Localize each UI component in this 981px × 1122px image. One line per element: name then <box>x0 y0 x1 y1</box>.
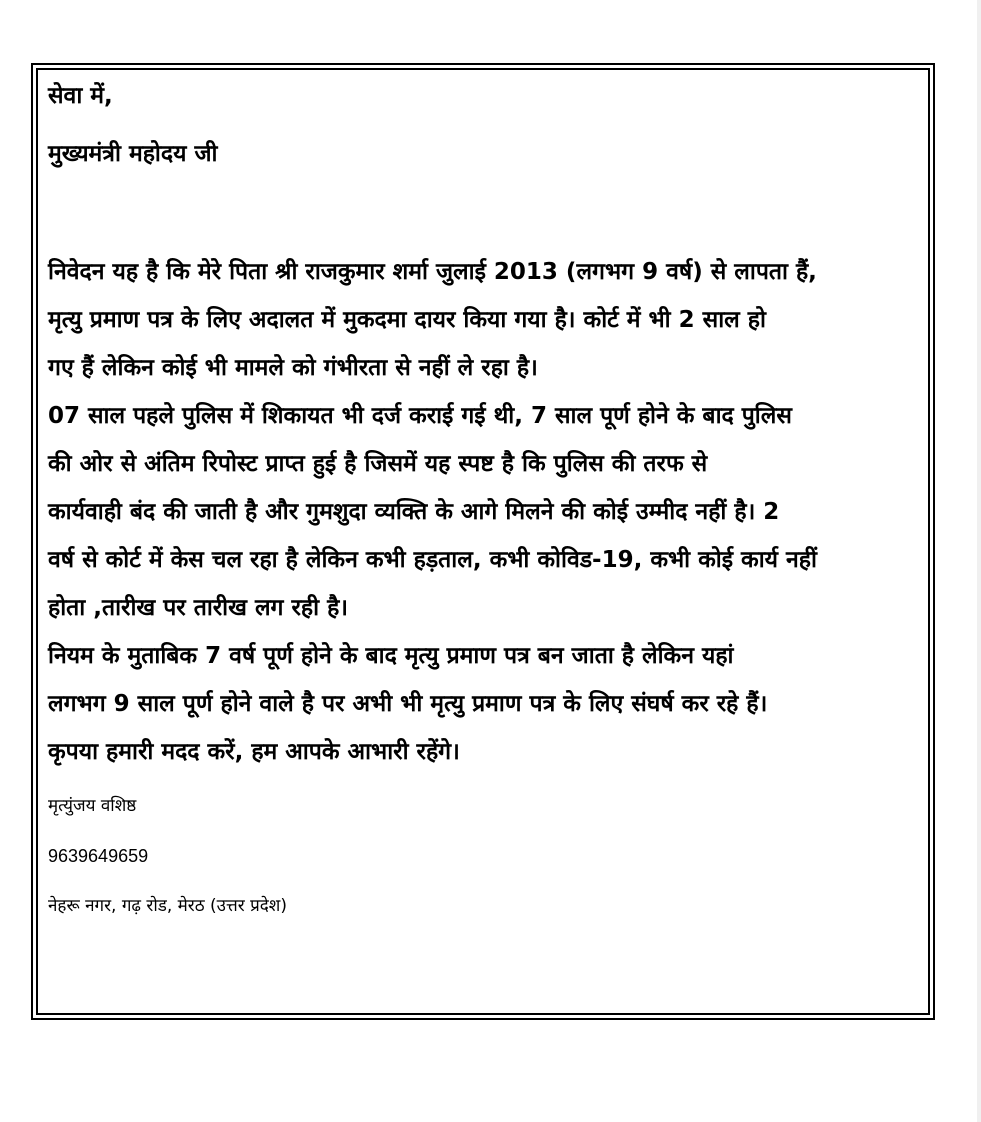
paragraph-request <box>48 248 914 392</box>
paragraph-rule <box>48 632 914 728</box>
paragraph-line: होता ,तारीख पर तारीख लग रही है। <box>48 595 349 621</box>
paragraph-line: वर्ष से कोर्ट में केस चल रहा है लेकिन कभी हड़ताल, कभी कोविड-19, कभी कोई कार्य नहीं <box>48 547 817 573</box>
paragraph-line: लगभग 9 साल पूर्ण होने वाले है पर अभी भी मृत्यु प्रमाण पत्र के लिए संघर्ष कर रहे हैं। <box>48 691 768 717</box>
addressee: मुख्यमंत्री महोदय जी <box>48 141 218 167</box>
paragraph-line: की ओर से अंतिम रिपोस्ट प्राप्त हुई है जिसमें यह स्पष्ट है कि पुलिस की तरफ से <box>48 451 708 477</box>
salutation: सेवा में, <box>48 83 113 109</box>
paragraph-line: निवेदन यह है कि मेरे पिता श्री राजकुमार शर्मा जुलाई 2013 (लगभग 9 वर्ष) से लापता हैं, <box>48 259 817 285</box>
signature-name: मृत्युंजय वशिष्ठ <box>48 796 137 816</box>
paragraph-line: कृपया हमारी मदद करें, हम आपके आभारी रहेंगे। <box>48 739 460 765</box>
paragraph-line: कार्यवाही बंद की जाती है और गुमशुदा व्यक्ति के आगे मिलने की कोई उम्मीद नहीं है। 2 <box>48 499 780 525</box>
paragraph-line: मृत्यु प्रमाण पत्र के लिए अदालत में मुकदमा दायर किया गया है। कोर्ट में भी 2 साल हो <box>48 307 766 333</box>
paragraph-line: गए हैं लेकिन कोई भी मामले को गंभीरता से नहीं ले रहा है। <box>48 355 538 381</box>
page-edge <box>977 0 981 1122</box>
signature-address: नेहरू नगर, गढ़ रोड, मेरठ (उत्तर प्रदेश) <box>48 896 287 916</box>
paragraph-police-report <box>48 392 914 632</box>
letter-body <box>48 80 914 918</box>
paragraph-line: 07 साल पहले पुलिस में शिकायत भी दर्ज कराई गई थी, 7 साल पूर्ण होने के बाद पुलिस <box>48 403 792 429</box>
signature-phone: 9639649659 <box>48 846 149 866</box>
paragraph-line: नियम के मुताबिक 7 वर्ष पूर्ण होने के बाद मृत्यु प्रमाण पत्र बन जाता है लेकिन यहां <box>48 643 734 669</box>
paragraph-closing <box>48 728 914 776</box>
